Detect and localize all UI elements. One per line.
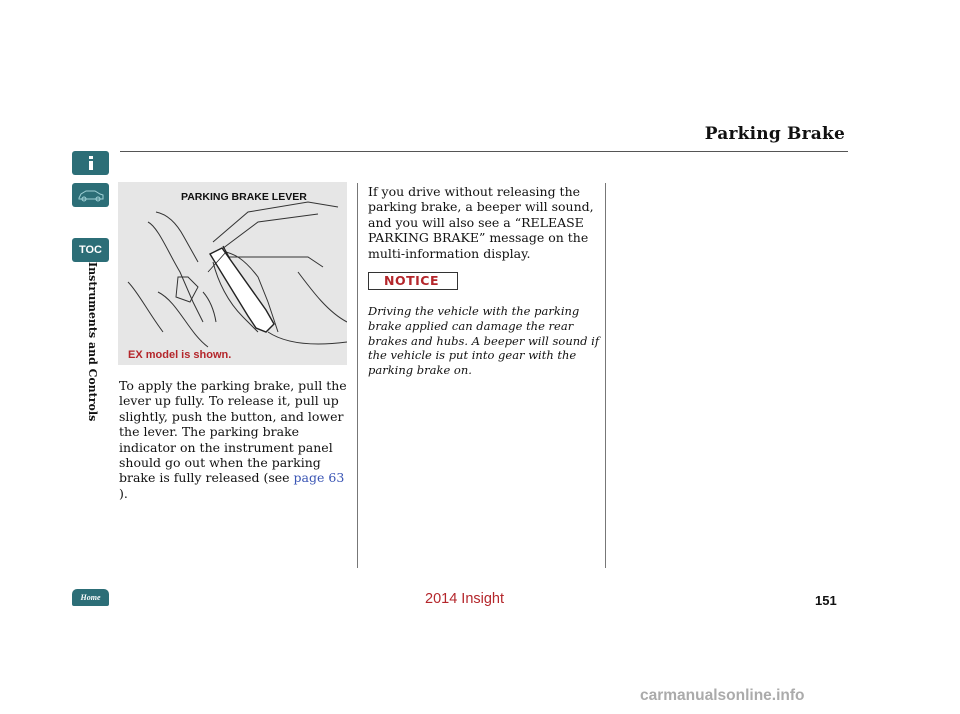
notice-text: Driving the vehicle with the parking brake applied can damage the rear brakes and hubs. A beeper will sound if the vehicle is put into gear with the parking brake on. [368, 304, 600, 378]
section-label: Instruments and Controls [86, 262, 99, 422]
figure-caption: EX model is shown. [128, 349, 232, 361]
column-divider [357, 183, 358, 568]
page-63-link[interactable]: page 63 [293, 470, 345, 486]
toc-label: TOC [78, 244, 103, 256]
page-number: 151 [815, 593, 837, 608]
watermark: carmanualsonline.info [640, 687, 805, 704]
model-label: 2014 Insight [425, 591, 505, 607]
header-rule [120, 151, 848, 152]
release-instructions-text: To apply the parking brake, pull the lever up fully. To release it, pull up slightly, push the button, and lower the lever. The parking brake indicator on the instrument panel should go out when the parking brake is fully released (see [119, 378, 347, 486]
car-icon [72, 183, 109, 207]
notice-box [368, 272, 458, 290]
release-instructions-end: ). [119, 485, 128, 501]
home-label: Home [80, 593, 101, 602]
info-button[interactable] [72, 151, 109, 175]
page-title: Parking Brake [704, 124, 845, 144]
figure-label: PARKING BRAKE LEVER [181, 191, 307, 203]
toc-button[interactable] [72, 238, 109, 262]
parking-brake-drawing [118, 182, 347, 365]
notice-label: NOTICE [384, 273, 439, 288]
home-button[interactable] [72, 589, 109, 606]
parking-brake-illustration [118, 182, 347, 365]
info-icon [72, 151, 109, 175]
beeper-warning-paragraph: If you drive without releasing the parking brake, a beeper will sound, and you will also see a “RELEASE PARKING BRAKE” message on the multi-information display. [368, 184, 594, 261]
vehicle-index-button[interactable] [72, 183, 109, 207]
release-instructions [119, 378, 354, 501]
